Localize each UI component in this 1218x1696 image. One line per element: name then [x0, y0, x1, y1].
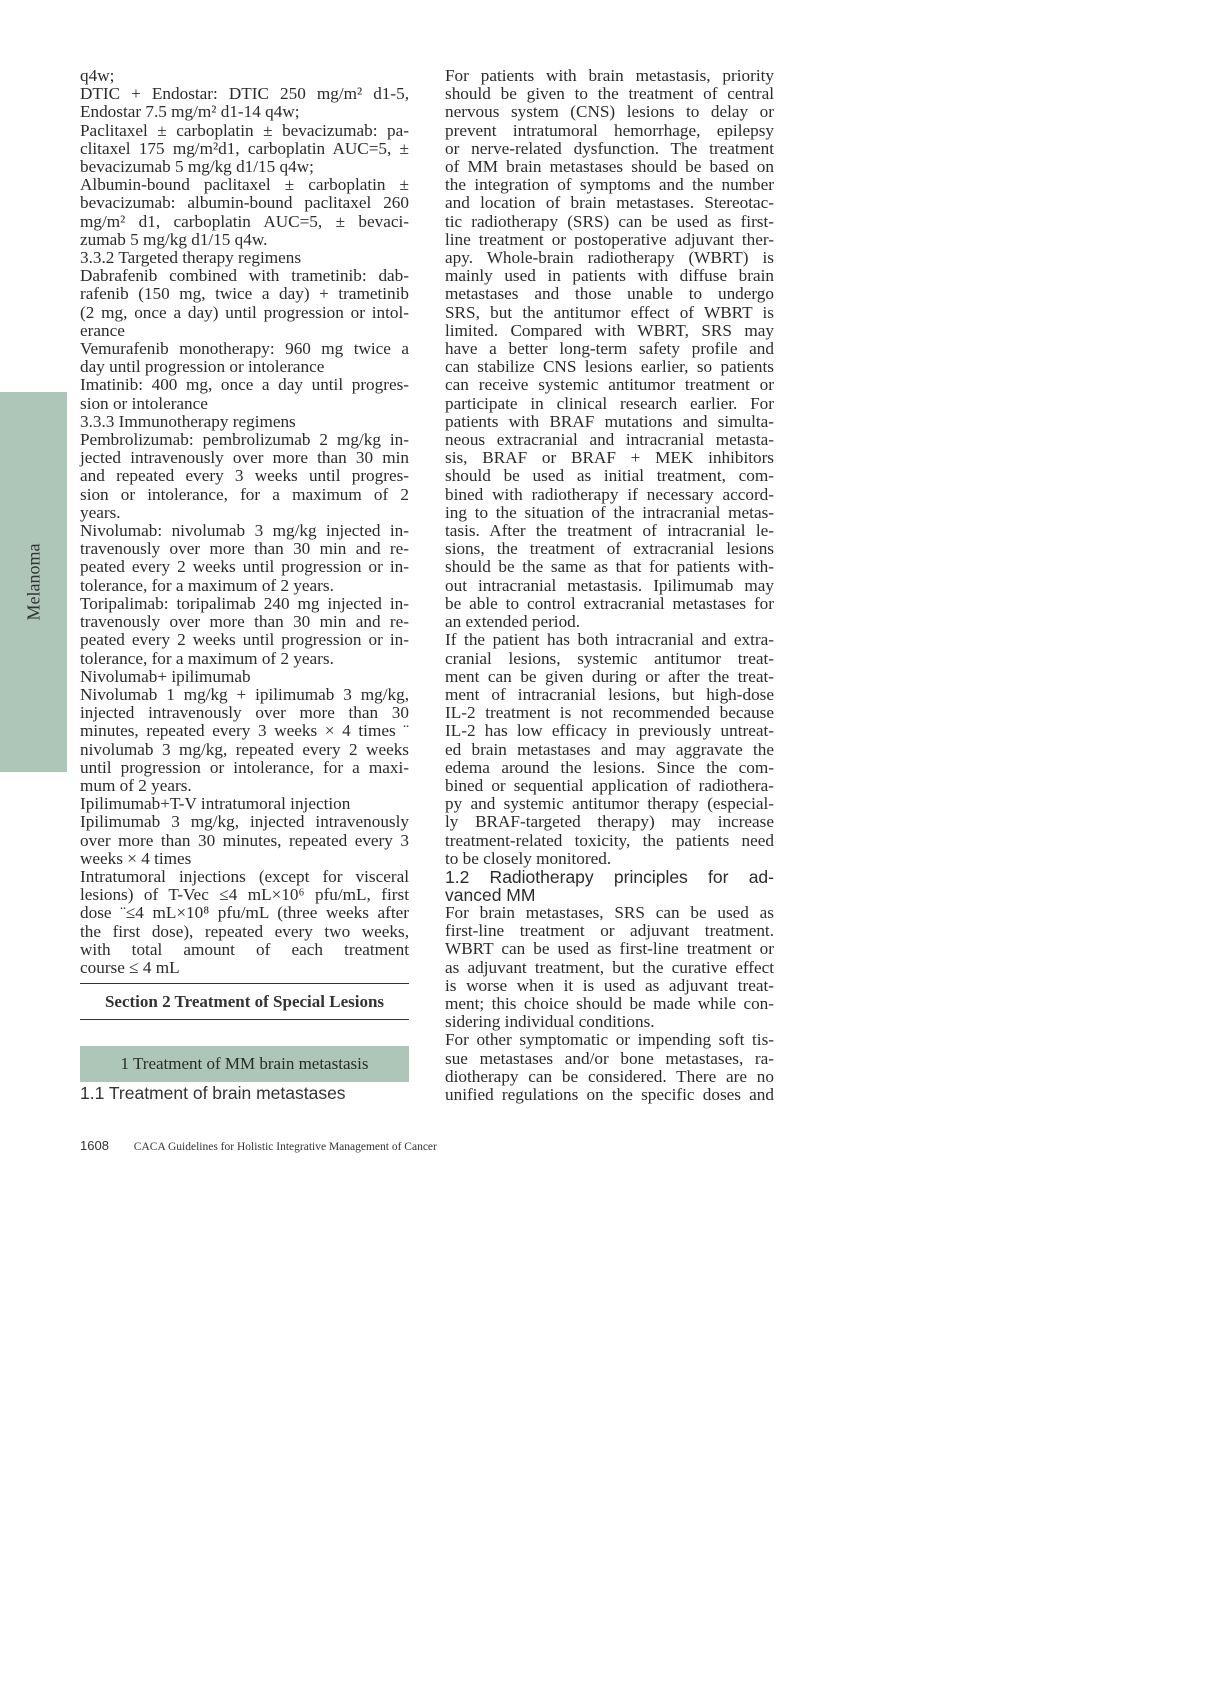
text-line: or nerve-related dysfunction. The treatment [445, 138, 774, 158]
text-line: zumab 5 mg/kg d1/15 q4w. [80, 229, 268, 249]
text-line: ly BRAF-targeted therapy) may increase [445, 812, 774, 832]
section-heading: Section 2 Treatment of Special Lesions [104, 992, 385, 1011]
text-line: minutes, repeated every 3 weeks × 4 times ¨ [80, 721, 409, 741]
text-line: out intracranial metastasis. Ipilimumab may [445, 575, 774, 595]
text-line: SRS, but the antitumor effect of WBRT is [445, 302, 774, 322]
text-line: Toripalimab: toripalimab 240 mg injected in- [80, 593, 409, 613]
text-line: should be the same as that for patients with- [445, 557, 774, 577]
text-line: For other symptomatic or impending soft tis- [445, 1030, 774, 1050]
text-line: mainly used in patients with diffuse brain [445, 266, 774, 286]
text-line: Nivolumab+ ipilimumab [80, 666, 251, 686]
text-line: If the patient has both intracranial and extra- [445, 630, 774, 650]
text-line: be able to control extracranial metastases for [445, 593, 774, 613]
text-line: and location of brain metastases. Stereotac- [445, 193, 774, 213]
sub-heading: 1.1 Treatment of brain metastases [80, 1083, 346, 1103]
text-line: tolerance, for a maximum of 2 years. [80, 575, 334, 595]
text-line: Albumin-bound paclitaxel ± carboplatin ± [80, 175, 409, 195]
text-line: tolerance, for a maximum of 2 years. [80, 648, 334, 668]
text-line: 3.3.3 Immunotherapy regimens [80, 411, 296, 431]
text-line: peated every 2 weeks until progression or in- [80, 630, 409, 650]
text-line: travenously over more than 30 min and re- [80, 612, 409, 632]
text-line: mg/m² d1, carboplatin AUC=5, ± bevaci- [80, 211, 409, 231]
page-number: 1608 [80, 1138, 109, 1153]
text-line: clitaxel 175 mg/m²d1, carboplatin AUC=5, ± [80, 138, 409, 158]
text-line: an extended period. [445, 612, 581, 632]
text-line: sion or intolerance [80, 393, 208, 413]
text-line: DTIC + Endostar: DTIC 250 mg/m² d1-5, [80, 84, 409, 104]
subsection-heading-line: 1.2 Radiotherapy principles for ad- [445, 866, 774, 887]
text-line: cranial lesions, systemic antitumor treat- [445, 648, 774, 668]
text-line: erance [80, 320, 125, 340]
text-line: course ≤ 4 mL [80, 957, 180, 977]
text-line: line treatment or postoperative adjuvant ther- [445, 229, 774, 249]
text-line: Vemurafenib monotherapy: 960 mg twice a [80, 339, 409, 359]
text-line: nervous system (CNS) lesions to delay or [445, 102, 774, 122]
text-line: unified regulations on the specific doses and [445, 1084, 774, 1104]
side-tab [0, 392, 67, 772]
section-heading-box [80, 983, 409, 1020]
text-line: sions, the treatment of extracranial lesions [445, 539, 774, 559]
text-line: have a better long-term safety profile and [445, 339, 774, 359]
text-line: can stabilize CNS lesions earlier, so patients [445, 357, 774, 377]
text-line: limited. Compared with WBRT, SRS may [445, 320, 774, 340]
text-line: jected intravenously over more than 30 min [80, 448, 409, 468]
text-line: tasis. After the treatment of intracranial le- [445, 521, 774, 541]
text-line: lesions) of T-Vec ≤4 mL×10⁶ pfu/mL, first [80, 885, 409, 905]
side-tab-label: Melanoma [23, 543, 43, 621]
text-line: rafenib (150 mg, twice a day) + trametinib [80, 284, 409, 304]
text-line: until progression or intolerance, for a maxi- [80, 757, 409, 777]
text-line: (2 mg, once a day) until progression or intol- [80, 302, 409, 322]
right-column [445, 67, 774, 1104]
text-line: is worse when it is used as adjuvant treat- [445, 975, 774, 995]
text-line: travenously over more than 30 min and re- [80, 539, 409, 559]
text-line: bined with radiotherapy if necessary accord- [445, 484, 774, 504]
text-line: sis, BRAF or BRAF + MEK inhibitors [445, 448, 774, 468]
text-line: Endostar 7.5 mg/m² d1-14 q4w; [80, 102, 300, 122]
subsection-heading-line: vanced MM [445, 884, 536, 905]
text-line: bevacizumab 5 mg/kg d1/15 q4w; [80, 157, 314, 177]
text-line: bevacizumab: albumin-bound paclitaxel 260 [80, 193, 409, 213]
text-line: IL-2 has low efficacy in previously untreat- [445, 721, 774, 741]
text-line: ment of intracranial lesions, but high-dose [445, 684, 774, 704]
text-line: ing to the situation of the intracranial metas- [445, 502, 774, 522]
text-line: over more than 30 minutes, repeated every 3 [80, 830, 409, 850]
journal-title: CACA Guidelines for Holistic Integrative Management of Cancer [133, 1141, 437, 1153]
text-line: should be used as initial treatment, com- [445, 466, 774, 486]
text-line: first-line treatment or adjuvant treatment. [445, 921, 774, 941]
text-line: as adjuvant treatment, but the curative effect [445, 957, 774, 977]
text-line: edema around the lesions. Since the com- [445, 757, 774, 777]
text-line: sion or intolerance, for a maximum of 2 [80, 484, 409, 504]
text-line: Dabrafenib combined with trametinib: dab- [80, 266, 409, 286]
text-line: years. [80, 502, 121, 522]
text-line: Paclitaxel ± carboplatin ± bevacizumab: pa- [80, 120, 409, 140]
text-line: can receive systemic antitumor treatment or [445, 375, 774, 395]
text-line: Ipilimumab 3 mg/kg, injected intravenously [80, 812, 409, 832]
text-line: sidering individual conditions. [445, 1012, 655, 1032]
text-line: nivolumab 3 mg/kg, repeated every 2 weeks [80, 739, 409, 759]
text-line: apy. Whole-brain radiotherapy (WBRT) is [445, 248, 774, 268]
text-line: 3.3.2 Targeted therapy regimens [80, 248, 302, 268]
text-line: For brain metastases, SRS can be used as [445, 902, 774, 922]
text-line: to be closely monitored. [445, 848, 612, 868]
text-line: mum of 2 years. [80, 775, 192, 795]
text-line: and repeated every 3 weeks until progres- [80, 466, 409, 486]
text-line: diotherapy can be considered. There are no [445, 1066, 774, 1086]
left-column [80, 67, 409, 977]
text-line: the first dose), repeated every two weeks, [80, 921, 409, 941]
text-line: treatment-related toxicity, the patients need [445, 830, 774, 850]
text-line: Pembrolizumab: pembrolizumab 2 mg/kg in- [80, 430, 409, 450]
text-line: ed brain metastases and may aggravate the [445, 739, 774, 759]
text-line: IL-2 treatment is not recommended because [445, 703, 774, 723]
text-line: ment can be given during or after the treat- [445, 666, 774, 686]
text-line: bined or sequential application of radiothera- [445, 775, 774, 795]
text-line: of MM brain metastases should be based on [445, 157, 774, 177]
text-line: with total amount of each treatment [80, 939, 409, 959]
text-line: Nivolumab 1 mg/kg + ipilimumab 3 mg/kg, [80, 684, 409, 704]
text-line: neous extracranial and intracranial metasta- [445, 430, 774, 450]
text-line: q4w; [80, 66, 115, 85]
text-line: WBRT can be used as first-line treatment or [445, 939, 774, 959]
text-line: py and systemic antitumor therapy (especial- [445, 794, 774, 814]
text-line: prevent intratumoral hemorrhage, epilepsy [445, 120, 774, 140]
text-line: Imatinib: 400 mg, once a day until progres- [80, 375, 409, 395]
text-line: sue metastases and/or bone metastases, ra- [445, 1048, 774, 1068]
text-line: should be given to the treatment of central [445, 84, 774, 104]
text-line: dose ¨≤4 mL×10⁸ pfu/mL (three weeks after [80, 903, 409, 923]
text-line: patients with BRAF mutations and simulta- [445, 411, 774, 431]
text-line: For patients with brain metastasis, priority [445, 66, 774, 85]
text-line: weeks × 4 times [80, 848, 192, 868]
text-line: the integration of symptoms and the number [445, 175, 774, 195]
text-line: tic radiotherapy (SRS) can be used as first- [445, 211, 774, 231]
text-line: ment; this choice should be made while con- [445, 993, 774, 1013]
page-footer [80, 1138, 437, 1153]
text-line: peated every 2 weeks until progression or in- [80, 557, 409, 577]
text-line: Intratumoral injections (except for visceral [80, 866, 409, 886]
text-line: metastases and those unable to undergo [445, 284, 774, 304]
box-heading-text: 1 Treatment of MM brain metastasis [120, 1054, 369, 1073]
text-line: day until progression or intolerance [80, 357, 325, 377]
text-line: participate in clinical research earlier. For [445, 393, 774, 413]
text-line: Nivolumab: nivolumab 3 mg/kg injected in- [80, 521, 409, 541]
box-heading [80, 1046, 409, 1082]
text-line: injected intravenously over more than 30 [80, 703, 409, 723]
text-line: Ipilimumab+T-V intratumoral injection [80, 794, 351, 814]
